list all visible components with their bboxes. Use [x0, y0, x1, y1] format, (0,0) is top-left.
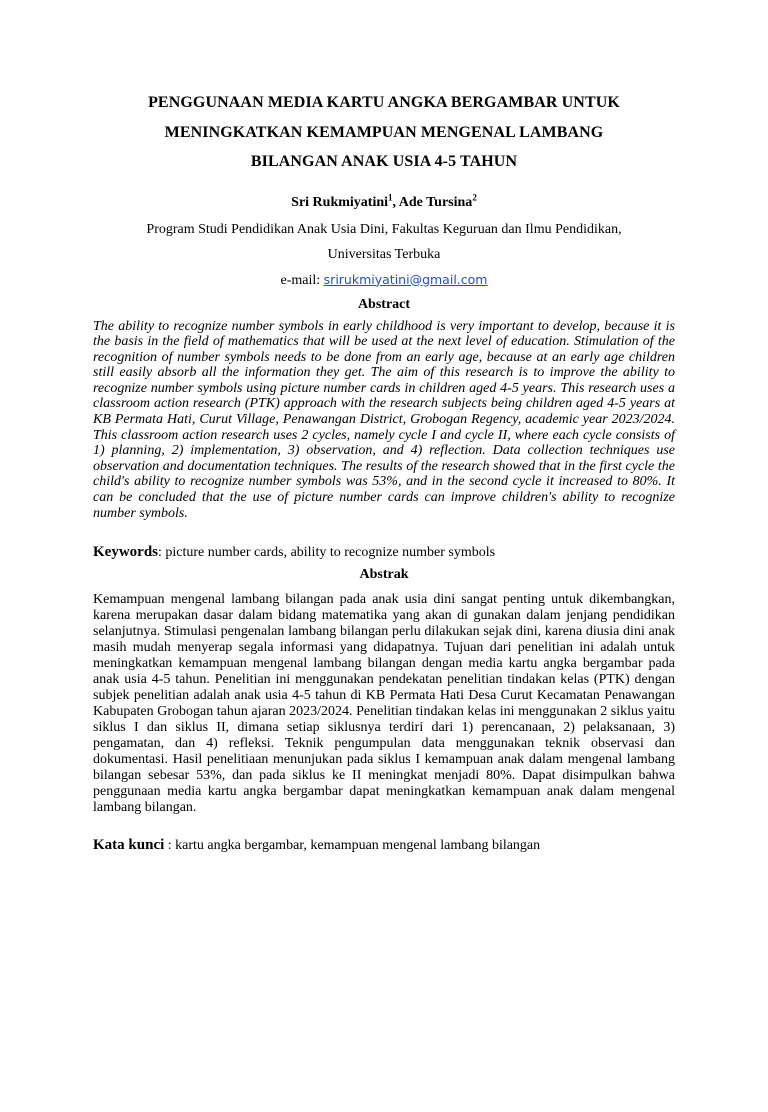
keywords-label: Keywords: [93, 544, 158, 561]
abstract-text: The ability to recognize number symbols in early childhood is very important to develop, because it is the basis in the field of mathematics that will be used at the next level of education. Stimulation of the recognition of number symbols needs to be done from an early age, because at an early age children still easily absorb all the information they get. The aim of this research is to improve the ability to recognize number symbols using picture number cards in children aged 4-5 years. This research uses a classroom action research (PTK) approach with the research subjects being children aged 4-5 years at KB Permata Hati, Curut Village, Penawangan District, Grobogan Regency, academic year 2023/2024. This classroom action research uses 2 cycles, namely cycle I and cycle II, where each cycle consists of 1) planning, 2) implementation, 3) observation, and 4) reflection. Data collection techniques use observation and documentation techniques. The results of the research showed that in the first cycle the child's ability to recognize number symbols was 53%, and in the second cycle it increased to 80%. It can be concluded that the use of picture number cards can improve children's ability to recognize number symbols.: [93, 318, 675, 521]
author-separator: ,: [392, 194, 399, 210]
email-label: e-mail:: [280, 272, 324, 288]
title-line-1: PENGGUNAAN MEDIA KARTU ANGKA BERGAMBAR UNTUK: [148, 94, 620, 111]
title-line-2: MENINGKATKAN KEMAMPUAN MENGENAL LAMBANG: [164, 123, 604, 141]
abstrak-text: Kemampuan mengenal lambang bilangan pada anak usia dini sangat penting untuk dikembangkan, karena merupakan dasar dalam bidang matematika yang akan di gunakan dalam jenjang pendidikan selanjutnya. Stimulasi pengenalan lambang bilangan perlu dilakukan sejak dini, karena diusia dini anak masih mudah menyerap segala informasi yang didapatnya. Tujuan dari penelitian ini adalah untuk meningkatkan kemampuan mengenal lambang bilangan dengan media kartu angka bergambar pada anak usia 4-5 tahun. Penelitian ini menggunakan pendekatan penelitian tindakan kelas (PTK) dengan subjek penelitian adalah anak usia 4-5 tahun di KB Permata Hati Desa Curut Kecamatan Penawangan Kabupaten Grobogan tahun ajaran 2023/2024. Penelitian tindakan kelas ini menggunakan 2 siklus yaitu siklus I dan siklus II, dimana setiap siklusnya terdiri dari 1) perencanaan, 2) pelaksanaan, 3) pengamatan, dan 4) refleksi. Teknik pengumpulan data menggunakan teknik observasi dan dokumentasi. Hasil penelitiaan menunjukan pada siklus I kemampuan anak dalam mengenal lambang bilangan sebesar 53%, dan pada siklus ke II meningkat menjadi 80%. Dapat disimpulkan bahwa penggunaan media kartu angka bergambar dapat meningkatkan kemampuan anak dalam mengenal lambang bilangan.: [93, 592, 675, 816]
abstract-heading: Abstract: [357, 296, 411, 312]
keywords-text: : picture number cards, ability to recognize number symbols: [158, 545, 496, 561]
email-line: [93, 267, 675, 293]
paper-title: [93, 88, 675, 177]
paper-page: [0, 88, 768, 1112]
title-line-3: BILANGAN ANAK USIA 4-5 TAHUN: [250, 153, 518, 170]
affiliation: [93, 217, 675, 267]
affiliation-line-2: Universitas Terbuka: [327, 246, 441, 262]
keywords-line: [93, 543, 675, 562]
author-1-affiliation-mark: 1: [388, 191, 393, 202]
author-2-affiliation-mark: 2: [472, 191, 477, 202]
kata-kunci-text: : kartu angka bergambar, kemampuan mengenal lambang bilangan: [164, 838, 541, 854]
kata-kunci-line: [93, 836, 675, 855]
author-2-name: Ade Tursina: [398, 194, 473, 210]
author-1-name: Sri Rukmiyatini: [291, 194, 389, 210]
email-link[interactable]: srirukmiyatini@gmail.com: [323, 271, 488, 287]
author-list: [93, 191, 675, 212]
affiliation-line-1: Program Studi Pendidikan Anak Usia Dini, Fakultas Keguruan dan Ilmu Pendidikan,: [146, 221, 622, 237]
abstrak-heading: Abstrak: [359, 567, 409, 583]
kata-kunci-label: Kata kunci: [93, 837, 165, 854]
